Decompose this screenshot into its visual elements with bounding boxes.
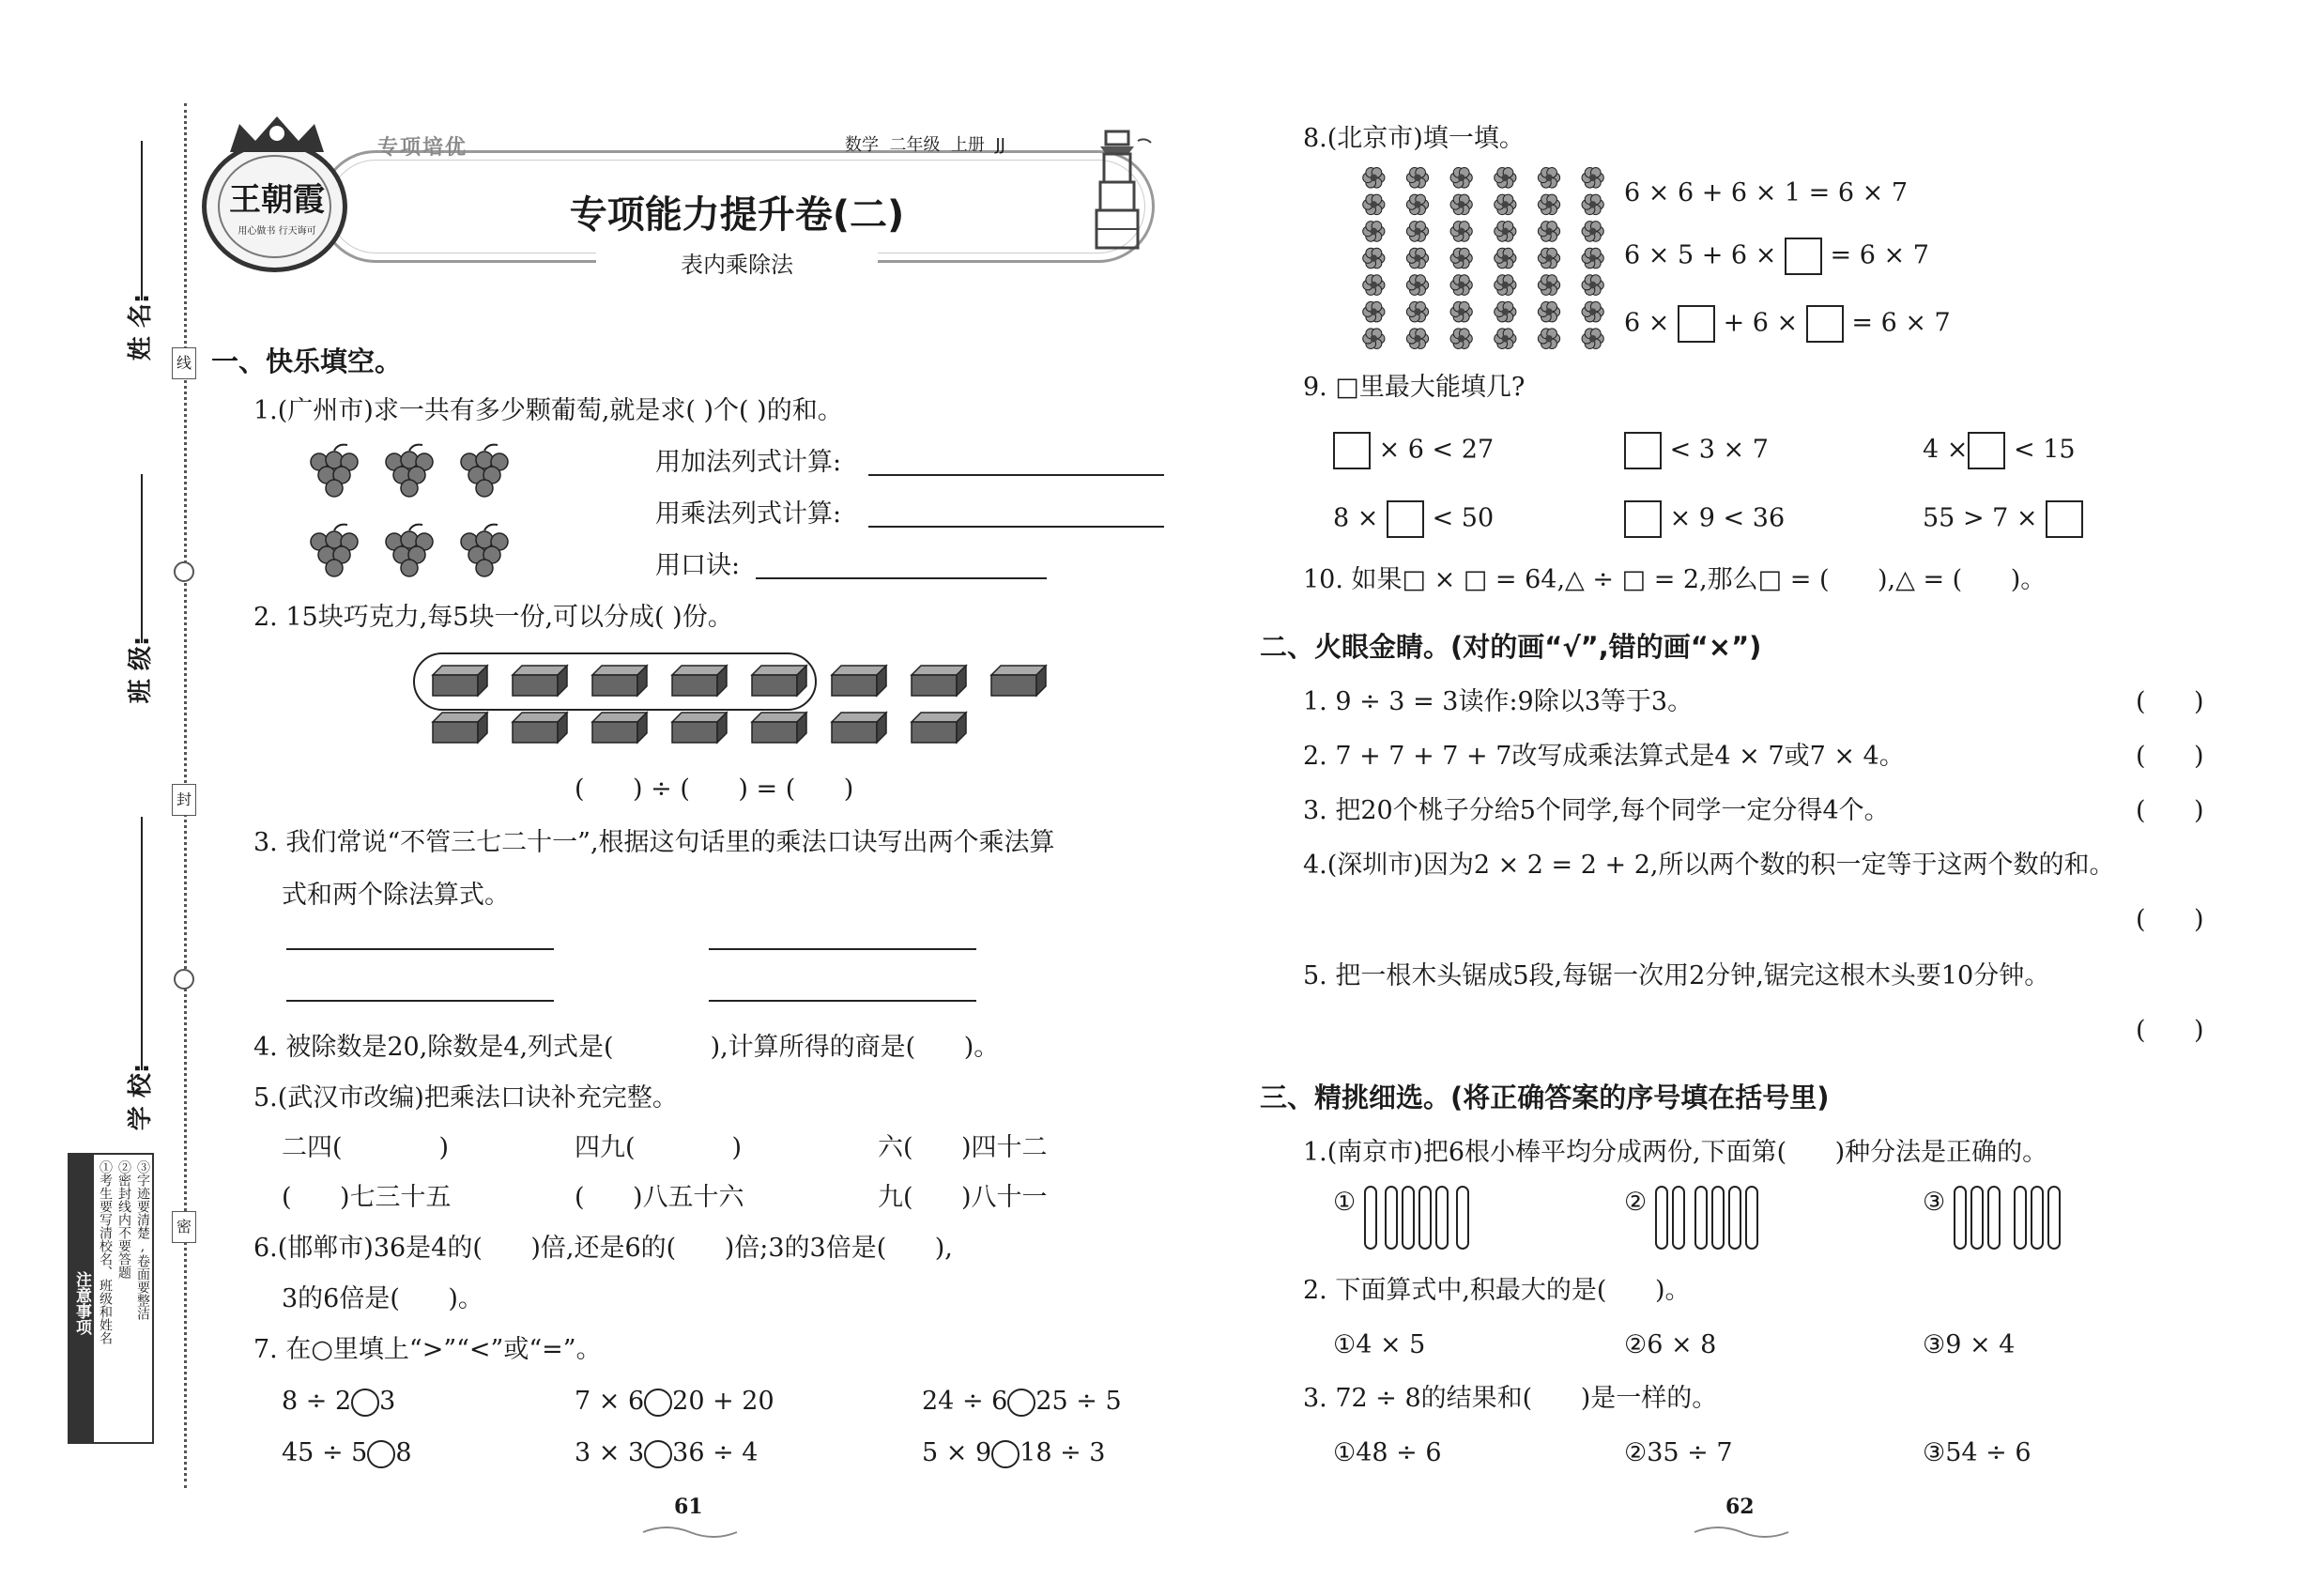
flower-icon <box>1363 167 1385 188</box>
q7-compare-item: 7 × 6 20 + 20 <box>575 1387 774 1416</box>
name-field-line[interactable] <box>141 141 143 300</box>
chocolate-icon <box>507 709 573 746</box>
q9-item: × 9 < 36 <box>1624 500 1785 538</box>
flower-icon <box>1406 167 1428 188</box>
q7-compare-item: 3 × 3 36 ÷ 4 <box>575 1438 759 1467</box>
notice-item-3: ③字迹要清楚,卷面要整洁 <box>135 1160 150 1320</box>
q9-item: 8 × < 50 <box>1333 500 1494 538</box>
logo-text: 王朝霞 <box>229 181 325 219</box>
name-label: 姓 名: <box>127 293 156 361</box>
compare-circle[interactable] <box>1007 1389 1035 1417</box>
grape-icon <box>300 521 372 583</box>
seal-char-mi: 密 <box>172 1211 196 1243</box>
notice-box <box>68 1153 154 1444</box>
answer-box[interactable] <box>1968 432 2005 469</box>
grape-icon <box>300 441 372 503</box>
chocolate-icon <box>507 662 573 699</box>
q6-line1: 6.(邯郸市)36是4的( )倍,还是6的( )倍;3的3倍是( ), <box>253 1234 953 1263</box>
flower-icon <box>1406 194 1428 215</box>
q9-item: × 6 < 27 <box>1333 432 1494 469</box>
judge-paren[interactable]: ( ) <box>2136 742 2204 771</box>
seal-char-xian: 线 <box>172 347 196 379</box>
flower-icon <box>1582 301 1603 322</box>
notice-item-2: ②密封线内不要答题 <box>116 1160 131 1279</box>
q1-add-answer-line[interactable] <box>868 474 1164 476</box>
flower-icon <box>1406 301 1428 322</box>
choice-2-text: 2. 下面算式中,积最大的是( )。 <box>1303 1276 1691 1305</box>
chocolate-icon <box>826 709 892 746</box>
q7-compare-item: 8 ÷ 2 3 <box>282 1387 396 1416</box>
judge-item-1: 1. 9 ÷ 3 = 3读作:9除以3等于3。 <box>1303 687 1694 716</box>
q5-item: ( )八五十六 <box>575 1183 744 1212</box>
q9-item: 55 > 7 × <box>1923 500 2083 538</box>
q7-compare-item: 5 × 9 18 ÷ 3 <box>922 1438 1106 1467</box>
q8-equation-2: 6 × 5 + 6 × = 6 × 7 <box>1624 238 1929 275</box>
flower-icon <box>1450 275 1472 296</box>
seal-ring-1 <box>174 561 194 582</box>
compare-circle[interactable] <box>351 1389 379 1417</box>
flower-icon <box>1495 329 1516 349</box>
flower-icon <box>1495 301 1516 322</box>
chocolate-icon <box>906 709 972 746</box>
q9-item: 4 × < 15 <box>1923 432 2076 469</box>
sticks-icon <box>1654 1185 1767 1252</box>
answer-box[interactable] <box>1624 500 1662 538</box>
answer-box[interactable] <box>2046 500 2083 538</box>
flower-icon <box>1538 275 1559 296</box>
compare-circle[interactable] <box>644 1389 672 1417</box>
seal-char-feng: 封 <box>172 784 196 816</box>
chocolate-icon <box>667 662 732 699</box>
page-number-right: 62 <box>1725 1495 1755 1519</box>
page-flourish-left <box>638 1521 742 1543</box>
flower-grid-icon <box>1352 164 1615 352</box>
chocolate-icon <box>427 662 493 699</box>
c3-option[interactable]: ③54 ÷ 6 <box>1923 1438 2032 1467</box>
answer-box[interactable] <box>1678 305 1715 343</box>
q7-text: 7. 在○里填上“>”“<”或“=”。 <box>253 1335 602 1364</box>
logo-subtext: 用心做书 行天诲可 <box>238 226 316 237</box>
grape-icon <box>451 521 522 583</box>
compare-circle[interactable] <box>367 1440 395 1468</box>
compare-circle[interactable] <box>991 1440 1020 1468</box>
grape-icon <box>451 441 522 503</box>
grape-icon <box>376 521 447 583</box>
q5-item: 四九( ) <box>575 1133 743 1162</box>
c1-option-2[interactable]: ② <box>1624 1188 1648 1217</box>
seal-ring-2 <box>174 969 194 990</box>
q4-text: 4. 被除数是20,除数是4,列式是( ),计算所得的商是( )。 <box>253 1033 1000 1062</box>
q1-rhyme-answer-line[interactable] <box>756 577 1047 579</box>
flower-icon <box>1538 222 1559 242</box>
flower-icon <box>1495 167 1516 188</box>
flower-icon <box>1450 248 1472 269</box>
chocolate-icon <box>746 662 812 699</box>
q3-answer-line-1[interactable] <box>286 948 554 950</box>
flower-icon <box>1538 248 1559 269</box>
q9-text: 9. □里最大能填几? <box>1303 373 1526 402</box>
q1-mul-answer-line[interactable] <box>868 526 1164 528</box>
flower-icon <box>1363 275 1385 296</box>
q3-answer-line-3[interactable] <box>286 1000 554 1002</box>
flower-icon <box>1406 275 1428 296</box>
notice-title: 注意事项 <box>69 1155 94 1442</box>
flower-icon <box>1363 194 1385 215</box>
q5-item: 九( )八十一 <box>878 1183 1048 1212</box>
answer-box[interactable] <box>1333 432 1371 469</box>
chocolate-icon <box>587 662 652 699</box>
q1-rhyme-label: 用口诀: <box>655 551 741 580</box>
q9-item: < 3 × 7 <box>1624 432 1769 469</box>
flower-icon <box>1582 167 1603 188</box>
q3-answer-line-4[interactable] <box>709 1000 976 1002</box>
c2-option[interactable]: ①4 × 5 <box>1333 1330 1426 1359</box>
q8-equation-1: 6 × 6 + 6 × 1 = 6 × 7 <box>1624 178 1909 207</box>
section-2-title: 二、火眼金睛。(对的画“√”,错的画“×”) <box>1260 631 1762 663</box>
q3-line2: 式和两个除法算式。 <box>282 881 510 910</box>
flower-icon <box>1538 329 1559 349</box>
judge-item-5: 5. 把一根木头锯成5段,每锯一次用2分钟,锯完这根木头要10分钟。 <box>1303 961 2050 990</box>
class-label: 班 级: <box>127 636 156 704</box>
flower-icon <box>1582 248 1603 269</box>
compare-circle[interactable] <box>644 1440 672 1468</box>
flower-icon <box>1538 194 1559 215</box>
q5-item: ( )七三十五 <box>282 1183 452 1212</box>
page-number-left: 61 <box>674 1495 703 1519</box>
answer-box[interactable] <box>1624 432 1662 469</box>
chocolate-icon <box>986 662 1051 699</box>
flower-icon <box>1450 329 1472 349</box>
chocolate-icon <box>427 709 493 746</box>
header-tag: 专项培优 <box>377 136 468 160</box>
flower-icon <box>1363 248 1385 269</box>
flower-icon <box>1406 248 1428 269</box>
flower-icon <box>1450 167 1472 188</box>
answer-box[interactable] <box>1387 500 1424 538</box>
sticks-icon <box>1363 1185 1476 1252</box>
q5-item: 二四( ) <box>282 1133 450 1162</box>
c1-option-1[interactable]: ① <box>1333 1188 1357 1217</box>
notice-item-1: ①考生要写清校名、班级和姓名 <box>98 1160 113 1344</box>
answer-box[interactable] <box>1785 238 1822 275</box>
flower-icon <box>1495 222 1516 242</box>
q7-compare-item: 24 ÷ 6 25 ÷ 5 <box>922 1387 1122 1416</box>
page-subtitle: 表内乘除法 <box>596 246 878 279</box>
flower-icon <box>1582 275 1603 296</box>
judge-paren[interactable]: ( ) <box>2136 905 2204 934</box>
c2-option[interactable]: ②6 × 8 <box>1624 1330 1717 1359</box>
q1-add-label: 用加法列式计算: <box>655 448 842 477</box>
q8-text: 8.(北京市)填一填。 <box>1303 124 1525 153</box>
flower-icon <box>1450 301 1472 322</box>
q7-compare-item: 45 ÷ 5 8 <box>282 1438 412 1467</box>
page-flourish-right <box>1690 1521 1793 1543</box>
judge-paren[interactable]: ( ) <box>2136 1016 2204 1045</box>
c3-option[interactable]: ①48 ÷ 6 <box>1333 1438 1442 1467</box>
q2-text: 2. 15块巧克力,每5块一份,可以分成( )份。 <box>253 603 733 632</box>
flower-icon <box>1582 222 1603 242</box>
flower-icon <box>1450 222 1472 242</box>
chocolate-icon <box>906 662 972 699</box>
sticks-icon <box>1953 1185 2065 1252</box>
school-field-line[interactable] <box>141 817 143 1070</box>
flower-icon <box>1450 194 1472 215</box>
judge-paren[interactable]: ( ) <box>2136 687 2204 716</box>
q1-mul-label: 用乘法列式计算: <box>655 499 842 529</box>
flower-icon <box>1538 301 1559 322</box>
section-3-title: 三、精挑细选。(将正确答案的序号填在括号里) <box>1260 1082 1830 1113</box>
answer-box[interactable] <box>1806 305 1844 343</box>
flower-icon <box>1495 248 1516 269</box>
flower-icon <box>1363 301 1385 322</box>
judge-item-4: 4.(深圳市)因为2 × 2 = 2 + 2,所以两个数的积一定等于这两个数的和。 <box>1303 851 2115 880</box>
grape-icon <box>376 441 447 503</box>
c1-option-3[interactable]: ③ <box>1923 1188 1946 1217</box>
section-1-title: 一、快乐填空。 <box>211 345 403 377</box>
q8-equation-3: 6 × + 6 × = 6 × 7 <box>1624 305 1951 343</box>
flower-icon <box>1538 167 1559 188</box>
flower-icon <box>1582 329 1603 349</box>
choice-1-text: 1.(南京市)把6根小棒平均分成两份,下面第( )种分法是正确的。 <box>1303 1138 2048 1167</box>
logo-crown-icon <box>225 115 329 158</box>
q1-text: 1.(广州市)求一共有多少颗葡萄,就是求( )个( )的和。 <box>253 396 843 425</box>
q3-answer-line-2[interactable] <box>709 948 976 950</box>
c3-option[interactable]: ②35 ÷ 7 <box>1624 1438 1733 1467</box>
flower-icon <box>1406 222 1428 242</box>
c2-option[interactable]: ③9 × 4 <box>1923 1330 2016 1359</box>
q3-line1: 3. 我们常说“不管三七二十一”,根据这句话里的乘法口诀写出两个乘法算 <box>253 828 1055 857</box>
flower-icon <box>1406 329 1428 349</box>
chocolate-icon <box>667 709 732 746</box>
flower-icon <box>1582 194 1603 215</box>
flower-icon <box>1363 222 1385 242</box>
school-label: 学 校: <box>127 1063 156 1131</box>
q2-formula: ( ) ÷ ( ) = ( ) <box>575 775 854 804</box>
page-title: 专项能力提升卷(二) <box>569 193 905 237</box>
chocolate-icon <box>746 709 812 746</box>
flower-icon <box>1495 194 1516 215</box>
chocolate-icon <box>826 662 892 699</box>
header-meta: 数学 二年级 上册 JJ <box>845 135 1005 155</box>
flower-icon <box>1495 275 1516 296</box>
class-field-line[interactable] <box>141 474 143 643</box>
judge-item-3: 3. 把20个桃子分给5个同学,每个同学一定分得4个。 <box>1303 796 1890 825</box>
q6-line2: 3的6倍是( )。 <box>282 1284 483 1313</box>
choice-3-text: 3. 72 ÷ 8的结果和( )是一样的。 <box>1303 1384 1718 1413</box>
judge-item-2: 2. 7 + 7 + 7 + 7改写成乘法算式是4 × 7或7 × 4。 <box>1303 742 1905 771</box>
judge-paren[interactable]: ( ) <box>2136 796 2204 825</box>
q5-text: 5.(武汉市改编)把乘法口诀补充完整。 <box>253 1083 678 1113</box>
chocolate-icon <box>587 709 652 746</box>
flower-icon <box>1363 329 1385 349</box>
q10-text: 10. 如果□ × □ = 64,△ ÷ □ = 2,那么□ = ( ),△ = ( )。 <box>1303 565 2047 594</box>
q5-item: 六( )四十二 <box>878 1133 1048 1162</box>
